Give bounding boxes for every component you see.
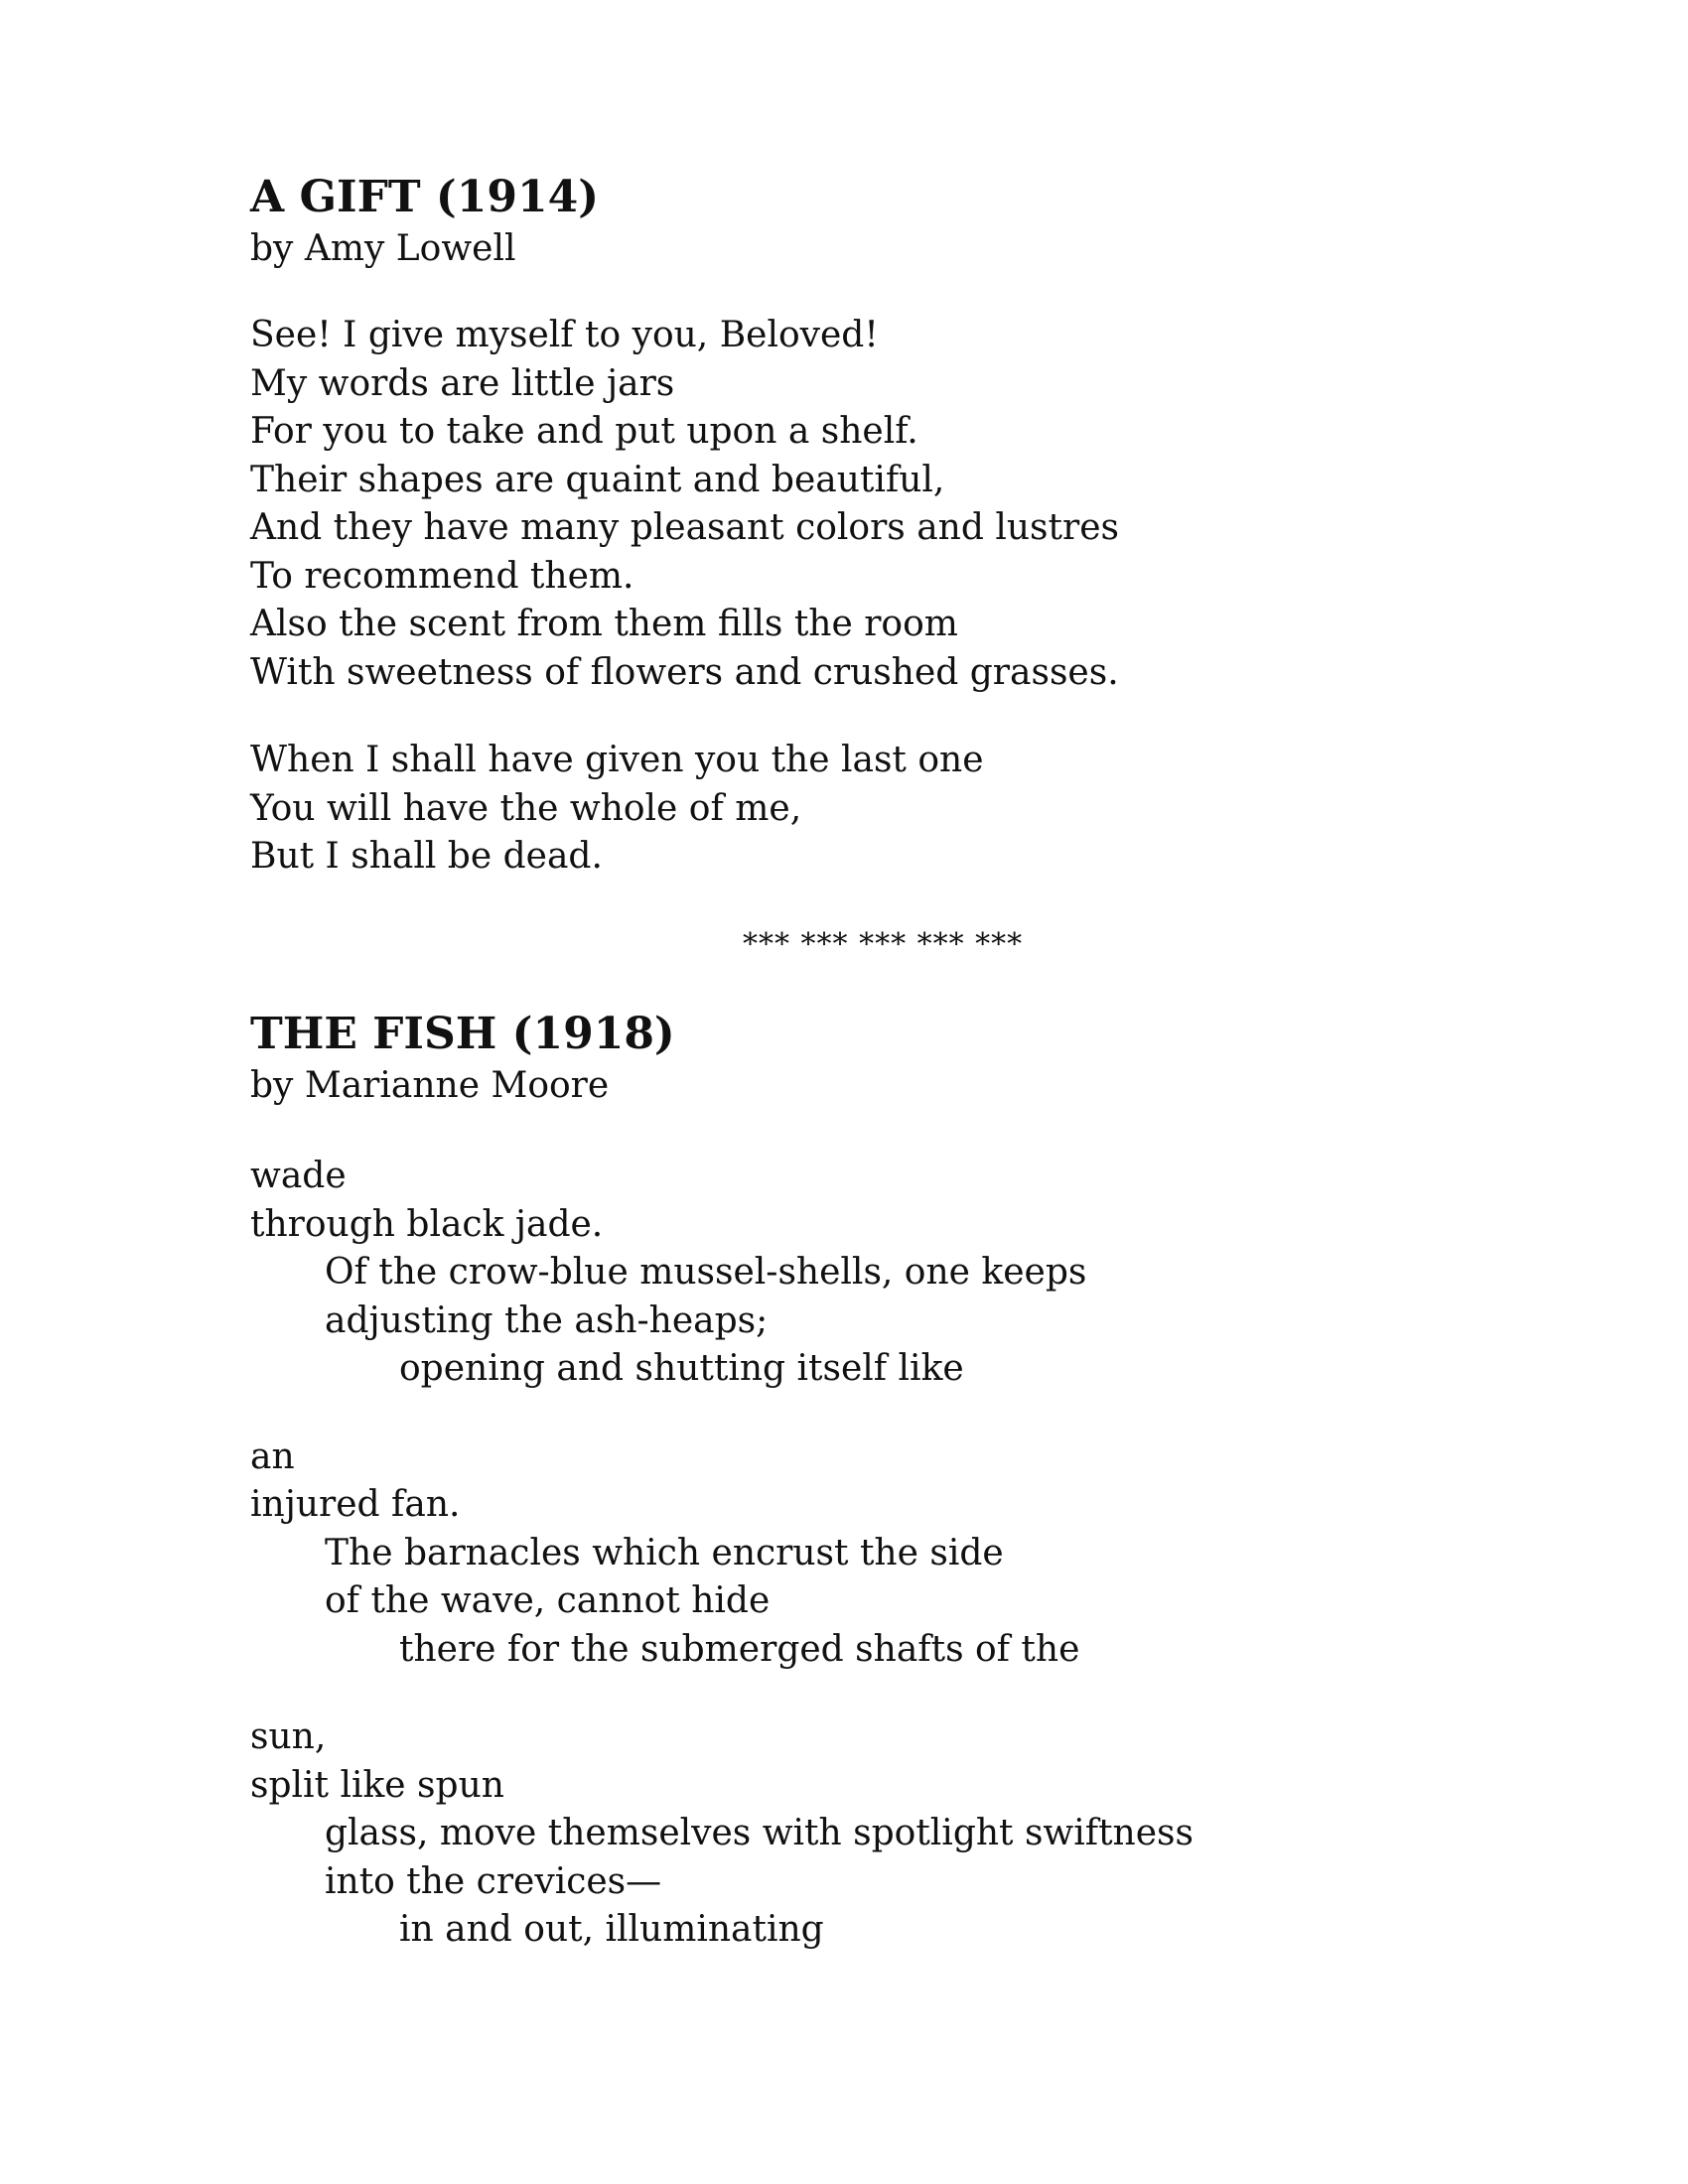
stanza (250, 1433, 1541, 1675)
poem-the-fish (250, 1008, 1541, 1955)
poem-line: glass, move themselves with spotlight swiftness (325, 1813, 1194, 1853)
poem-line: injured fan. (250, 1484, 461, 1525)
poem-line: You will have the whole of me, (250, 787, 802, 829)
poem-a-gift (250, 171, 1541, 882)
poem-line: adjusting the ash-heaps; (325, 1299, 769, 1341)
poem-line: Also the scent from them fills the room (250, 604, 958, 644)
poem-line: there for the submerged shafts of the (399, 1628, 1080, 1670)
stanza (250, 1713, 1541, 1955)
poem-line: And they have many pleasant colors and lustres (250, 507, 1119, 548)
poem-line: sun, (250, 1716, 327, 1757)
poem-line: of the wave, cannot hide (325, 1580, 771, 1621)
poem-title: THE FISH (1918) (250, 1009, 675, 1059)
poem-line: split like spun (250, 1764, 504, 1806)
stanza (250, 1153, 1541, 1394)
poem-line: To recommend them. (250, 555, 634, 597)
poem-line: My words are little jars (250, 362, 675, 404)
poem-byline: by Amy Lowell (250, 228, 516, 269)
poem-line: wade (250, 1156, 347, 1196)
poem-line: through black jade. (250, 1203, 604, 1245)
poem-line: opening and shutting itself like (399, 1348, 964, 1389)
poem-line: Of the crow-blue mussel-shells, one keeps (325, 1252, 1087, 1293)
poem-line: Their shapes are quaint and beautiful, (250, 459, 945, 500)
stanza (250, 737, 1541, 882)
poem-line: With sweetness of flowers and crushed grasses. (250, 651, 1119, 693)
poem-line: When I shall have given you the last one (250, 740, 984, 780)
poem-line: For you to take and put upon a shelf. (250, 411, 918, 452)
stanza (250, 312, 1541, 697)
poem-line: an (250, 1435, 295, 1477)
poem-line: See! I give myself to you, Beloved! (250, 315, 879, 355)
poem-title: A GIFT (1914) (250, 172, 600, 222)
poem-byline: by Marianne Moore (250, 1065, 610, 1106)
poem-line: into the crevices— (325, 1860, 662, 1902)
poem-line: The barnacles which encrust the side (325, 1532, 1004, 1573)
section-separator: *** *** *** *** *** (743, 927, 1024, 962)
poem-line: in and out, illuminating (399, 1909, 824, 1950)
poem-line: But I shall be dead. (250, 836, 603, 877)
